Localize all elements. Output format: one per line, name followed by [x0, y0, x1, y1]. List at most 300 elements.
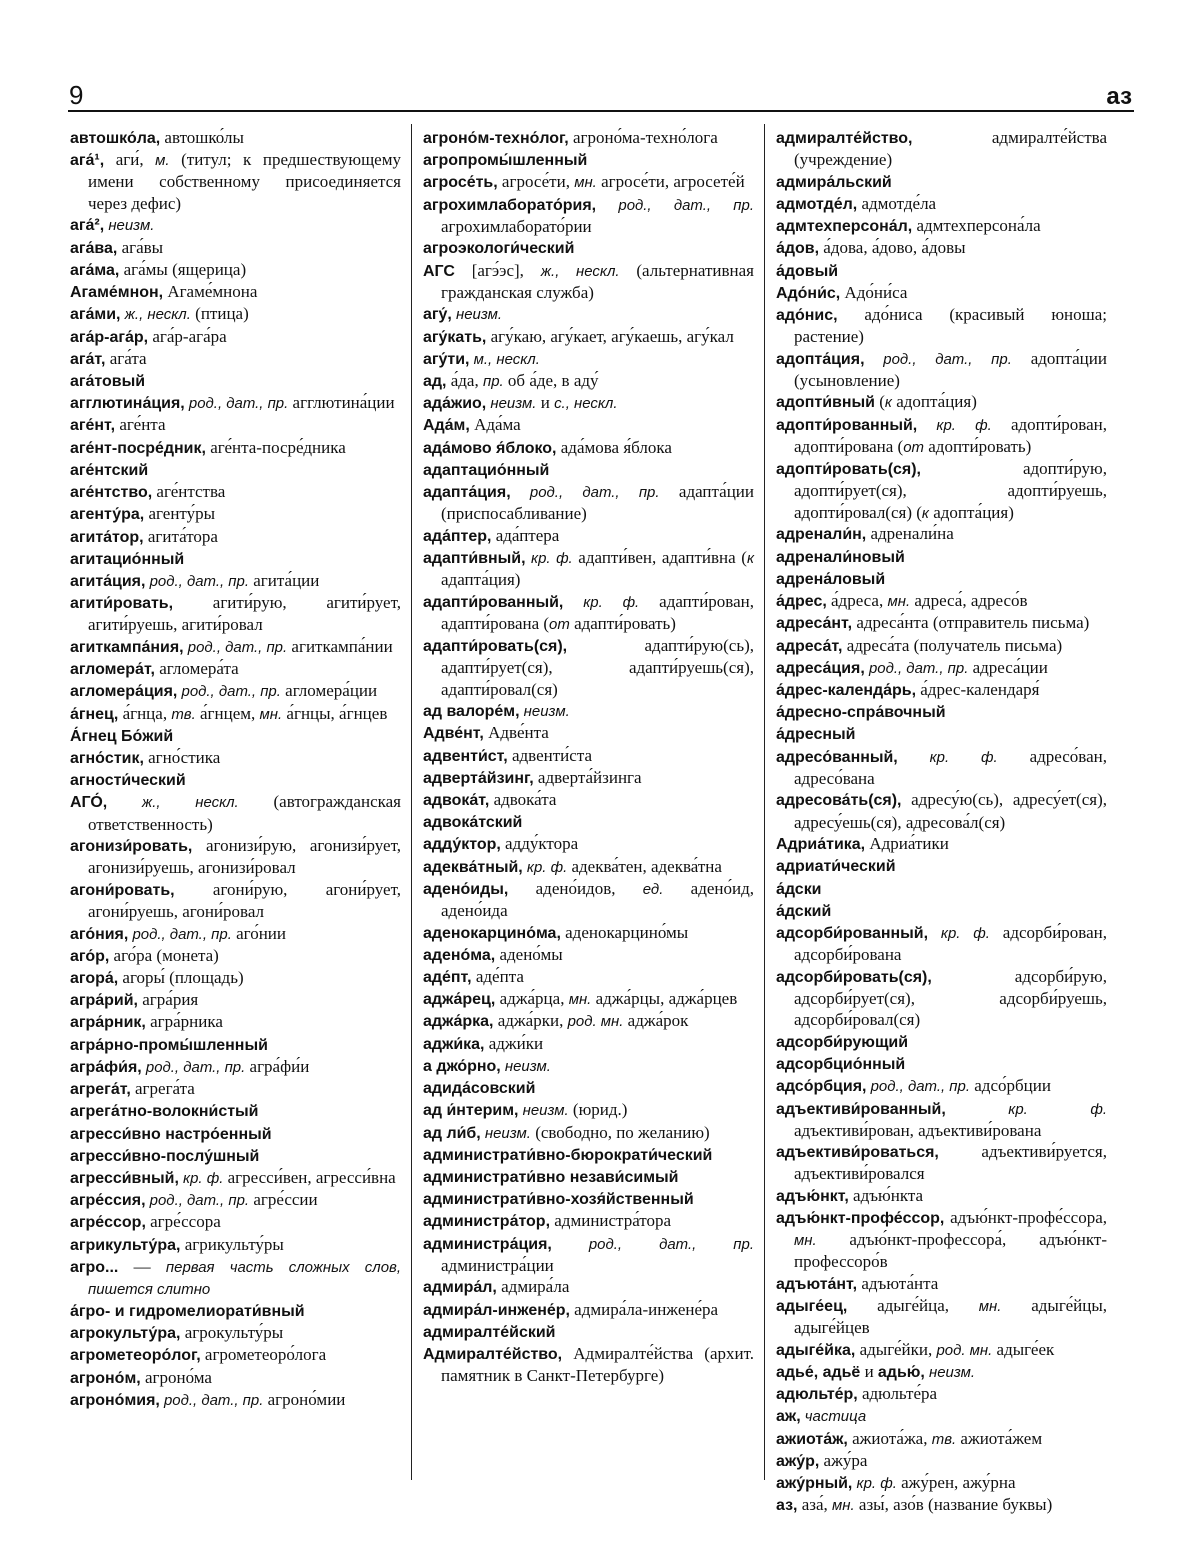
headword: аге́нтский	[70, 461, 149, 479]
dictionary-entry	[70, 1189, 401, 1211]
headword: а́дресно-спра́вочный	[776, 704, 946, 722]
entry-text: аджи́ки	[484, 1033, 544, 1053]
entry-text: агглютина́ции	[288, 393, 395, 413]
grammatical-label: род., дат., пр.	[184, 395, 289, 413]
headword: адье́, адьё	[776, 1363, 861, 1381]
grammatical-label: мн.	[832, 1497, 855, 1515]
entry-text: адыге́йца,	[847, 1296, 979, 1316]
entry-text: аге́нта	[115, 415, 166, 435]
entry-text: адапти́рую(сь), адапти́рует(ся), адапти́руешь(ся), адапти́ровал(ся)	[441, 635, 754, 699]
entry-text: адренали́на	[866, 524, 954, 544]
dictionary-entry	[423, 922, 754, 944]
entry-text: агита́тора	[143, 526, 218, 546]
dictionary-entry	[776, 922, 1107, 966]
dictionary-entry	[776, 1494, 1107, 1516]
headword: агломера́т,	[70, 661, 155, 679]
grammatical-label: кр. ф.	[928, 924, 990, 942]
entry-text: аджа́рки,	[493, 1011, 568, 1031]
entry-text: (юрид.)	[568, 1100, 628, 1120]
dictionary-entry	[70, 149, 401, 214]
entry-text: ага́р-ага́ра	[148, 326, 227, 346]
dictionary-entry	[70, 1367, 401, 1389]
headword: ад валоре́м,	[423, 703, 520, 721]
headword: адреса́нт,	[776, 615, 853, 633]
dictionary-entry	[776, 1075, 1107, 1097]
headword: аджи́ка,	[423, 1035, 485, 1053]
entry-text: адсорби́рован, адсорби́рована	[794, 922, 1107, 965]
entry-text: (автогражданская ответственность)	[88, 792, 401, 834]
entry-text: ада́птера	[491, 525, 560, 545]
headword: адмира́л-инжене́р,	[423, 1301, 570, 1319]
headword: аде́пт,	[423, 968, 472, 986]
dictionary-entry	[423, 481, 754, 525]
grammatical-label: род., дат., пр.	[510, 484, 660, 502]
dictionary-entry	[776, 1361, 1107, 1383]
dictionary-entry	[70, 1056, 401, 1078]
headword: адено́ма,	[423, 946, 496, 964]
dictionary-entry	[70, 1034, 401, 1056]
headword: адью́,	[877, 1363, 925, 1381]
headword: агроэкологи́ческий	[423, 240, 575, 258]
dictionary-entry	[70, 658, 401, 680]
headword: адопта́ция,	[776, 350, 865, 368]
headword: адмира́л,	[423, 1279, 497, 1297]
entry-text: ажу́ра	[819, 1450, 868, 1470]
dictionary-entry	[776, 523, 1107, 545]
grammatical-label: род., дат., пр.	[551, 1235, 754, 1253]
headword: аж,	[776, 1408, 801, 1426]
entry-text: адапта́ции (приспосабливание)	[441, 482, 754, 524]
dictionary-entry	[70, 259, 401, 281]
headword: аго́р,	[70, 947, 110, 965]
headword: адюльте́р,	[776, 1386, 858, 1404]
entry-text: Адве́нта	[483, 723, 549, 743]
headword: агре́ссия,	[70, 1192, 146, 1210]
headword: ага́ва,	[70, 239, 118, 257]
dictionary-entry	[70, 127, 401, 149]
headword: агита́тор,	[70, 528, 144, 546]
grammatical-label: к	[921, 504, 929, 522]
grammatical-label: неизм.	[104, 217, 155, 235]
entry-text: а́гнцем,	[195, 703, 260, 723]
headword: агонизи́ровать,	[70, 838, 193, 856]
headword: адресо́ванный,	[776, 748, 898, 766]
headword: адренали́новый	[776, 548, 905, 566]
entry-text: адыге́ек	[992, 1339, 1055, 1359]
headword: адриати́ческий	[776, 858, 896, 876]
headword: агно́стик,	[70, 749, 144, 767]
headword: адено́иды,	[423, 880, 509, 898]
entry-text: агрохимлаборато́рии	[441, 216, 592, 236]
dictionary-entry	[70, 791, 401, 835]
entry-text: адверта́йзинга	[533, 767, 642, 787]
dictionary-entry	[70, 1344, 401, 1366]
headword: а́гро- и гидромелиорати́вный	[70, 1302, 305, 1320]
grammatical-label: к	[884, 394, 892, 412]
entry-text: (альтернативная гражданская служба)	[441, 260, 755, 302]
headword: ага́ми,	[70, 306, 121, 324]
headword: аге́нт-посре́дник,	[70, 439, 206, 457]
dictionary-entry	[70, 214, 401, 236]
headword: агра́рно-промы́шленный	[70, 1036, 268, 1054]
entry-text: адыге́йки,	[855, 1339, 937, 1359]
dictionary-entry	[776, 635, 1107, 657]
dictionary-entry	[423, 392, 754, 414]
dictionary-entry	[423, 326, 754, 348]
entry-text: (птица)	[190, 304, 249, 324]
grammatical-label: род., дат., пр.	[145, 572, 250, 590]
entry-text: агре́ссора	[145, 1212, 221, 1232]
dictionary-entry	[776, 746, 1107, 790]
dictionary-entry	[423, 966, 754, 988]
headword: Адмиралте́йство,	[423, 1345, 563, 1363]
entry-text: а́дова, а́дово, а́довы	[819, 238, 966, 258]
column-divider	[411, 124, 412, 1480]
grammatical-label: мн.	[574, 174, 597, 192]
headword: администрати́вно-хозя́йственный	[423, 1191, 694, 1209]
entry-text: адапти́рован, адапти́рована (	[441, 591, 754, 633]
dictionary-entry	[423, 525, 754, 547]
entry-text: адъективи́рован, адъективи́рована	[794, 1120, 1042, 1140]
entry-text: адъю́нкт-профессора́, адъю́нкт-профессоро́в	[794, 1230, 1107, 1272]
grammatical-label: род., дат., пр.	[596, 196, 754, 214]
entry-text: администра́тора	[550, 1211, 672, 1231]
dictionary-entry	[423, 944, 754, 966]
grammatical-label: неизм.	[519, 703, 570, 721]
dictionary-entry	[423, 348, 754, 370]
entry-text: агре́ссии	[249, 1190, 318, 1210]
grammatical-label: мн.	[794, 1232, 817, 1250]
entry-text: Ада́ма	[469, 415, 521, 435]
grammatical-label: род., дат., пр.	[145, 1192, 250, 1210]
dictionary-entry	[423, 1299, 754, 1321]
headword: а́дски	[776, 880, 822, 898]
headword: ага́р-ага́р,	[70, 328, 149, 346]
dictionary-entry	[776, 282, 1107, 304]
entry-text: аго́нии	[231, 923, 286, 943]
grammatical-label: пр.	[482, 372, 504, 390]
dictionary-entry	[776, 1273, 1107, 1295]
grammatical-label: ж., нескл.	[107, 794, 239, 812]
headword: агрикульту́ра,	[70, 1236, 181, 1254]
entry-text: агра́рия	[138, 990, 199, 1010]
dictionary-column-3	[776, 127, 1107, 1517]
dictionary-entry	[776, 612, 1107, 634]
dictionary-entry	[423, 1233, 754, 1277]
headword: аз,	[776, 1497, 798, 1515]
entry-text: агломера́ции	[280, 681, 378, 701]
dictionary-entry	[70, 1389, 401, 1411]
grammatical-label: с., нескл.	[554, 395, 618, 413]
entry-text: Агаме́мнона	[163, 282, 258, 302]
grammatical-label: род., дат., пр.	[183, 638, 288, 656]
entry-text: [агэ́эс],	[454, 260, 541, 280]
headword: адопти́ровать(ся),	[776, 460, 921, 478]
dictionary-entry	[776, 1339, 1107, 1361]
entry-text: адресу́ю(сь), адресу́ет(ся), адресу́ешь(ся), адресова́л(ся)	[794, 790, 1107, 832]
dictionary-entry	[70, 725, 401, 747]
dictionary-entry	[776, 1405, 1107, 1427]
dictionary-entry	[423, 171, 754, 193]
headword: агресси́вно-послу́шный	[70, 1147, 260, 1165]
entry-text: (свободно, по желанию)	[530, 1122, 710, 1142]
entry-text: адсо́рбции	[970, 1076, 1051, 1096]
entry-text: адюльте́ра	[857, 1384, 938, 1404]
dictionary-entry	[70, 1211, 401, 1233]
grammatical-label: кр. ф.	[945, 1100, 1107, 1118]
dictionary-entry	[423, 459, 754, 481]
dictionary-entry	[70, 392, 401, 414]
headword: ажу́рный,	[776, 1475, 853, 1493]
headword: агре́ссор,	[70, 1214, 146, 1232]
entry-text: Адриа́тики	[865, 834, 949, 854]
entry-text: агрикульту́ры	[180, 1234, 284, 1254]
headword: агра́фи́я,	[70, 1058, 142, 1076]
headword: а́дов,	[776, 240, 820, 258]
entry-text: адъюта́нта	[857, 1273, 939, 1293]
dictionary-entry	[776, 391, 1107, 413]
entry-text: адено́мы	[495, 944, 563, 964]
entry-text: автошко́лы	[160, 128, 244, 147]
entry-text: аге́нтства	[152, 482, 226, 502]
entry-text: адапти́вен, адапти́вна (	[572, 548, 747, 567]
entry-text: адопти́ровать)	[924, 436, 1032, 456]
dictionary-entry	[423, 722, 754, 744]
headword: адъю́нкт-профе́ссор,	[776, 1210, 945, 1228]
entry-text: адъективи́руется, адъективи́ровался	[794, 1142, 1107, 1184]
entry-text: агиткампа́нии	[287, 636, 393, 656]
grammatical-label: кр. ф.	[522, 858, 568, 876]
headword: агита́ция,	[70, 572, 146, 590]
headword: адъю́нкт,	[776, 1187, 849, 1205]
dictionary-entry	[776, 833, 1107, 855]
headword: агони́ровать,	[70, 881, 175, 899]
dictionary-entry	[776, 458, 1107, 524]
dictionary-entry	[776, 701, 1107, 723]
dictionary-entry	[423, 437, 754, 459]
grammatical-label: неизм.	[451, 306, 503, 324]
entry-text: а́гнцы, а́гнцев	[282, 703, 388, 723]
dictionary-entry	[776, 1295, 1107, 1339]
dictionary-entry	[70, 237, 401, 259]
headword: адсорби́ровать(ся),	[776, 968, 932, 986]
headword: ага́т,	[70, 350, 106, 368]
entry-text: аденокарцино́мы	[560, 922, 689, 942]
headword: АГО́,	[70, 794, 108, 812]
entry-text: адъю́нкта	[848, 1185, 924, 1205]
headword: адмтехперсона́л,	[776, 218, 913, 236]
dictionary-entry	[423, 1010, 754, 1032]
headword: адреса́т,	[776, 637, 843, 655]
dictionary-entry	[423, 1188, 754, 1210]
entry-text: агроно́ма	[140, 1367, 212, 1387]
dictionary-entry	[423, 635, 754, 700]
headword: агресси́вный,	[70, 1169, 179, 1187]
headword: агности́ческий	[70, 772, 186, 790]
headword: ажу́р,	[776, 1452, 820, 1470]
headword: агрометеоро́лог,	[70, 1347, 201, 1365]
dictionary-entry	[70, 1145, 401, 1167]
headword: агиткампа́ния,	[70, 638, 184, 656]
dictionary-entry	[776, 568, 1107, 590]
dictionary-entry	[70, 967, 401, 989]
dictionary-entry	[70, 1100, 401, 1122]
headword: адверта́йзинг,	[423, 769, 534, 787]
entry-text: аги́,	[104, 150, 156, 170]
headword: адвенти́ст,	[423, 747, 508, 765]
dictionary-entry	[776, 171, 1107, 193]
dictionary-entry	[423, 194, 754, 238]
dictionary-entry	[776, 900, 1107, 922]
dictionary-entry	[423, 237, 754, 259]
entry-text: адреса́ции	[968, 657, 1048, 677]
headword: адеква́тный,	[423, 858, 523, 876]
entry-text: ага́та	[105, 348, 147, 368]
entry-text: адмира́ла-инжене́ра	[569, 1299, 719, 1319]
dictionary-entry	[70, 503, 401, 525]
dictionary-entry	[776, 1472, 1107, 1494]
headword: агропромы́шленный	[423, 152, 588, 170]
entry-text: и	[860, 1361, 878, 1381]
headword: Адриа́тика,	[776, 836, 866, 854]
entry-text: адыге́йцы, адыге́йцев	[794, 1296, 1107, 1338]
header-rule	[68, 110, 1134, 112]
headword: ада́птер,	[423, 527, 492, 545]
headword: адвока́тский	[423, 814, 523, 832]
dictionary-entry	[423, 1166, 754, 1188]
dictionary-entry	[70, 989, 401, 1011]
headword: адсорби́рованный,	[776, 924, 929, 942]
headword: а́дрес-календа́рь,	[776, 681, 916, 699]
entry-text: агросе́ти,	[497, 172, 575, 192]
headword: агресси́вно настро́енный	[70, 1125, 272, 1143]
entry-text: ажу́рен, ажу́рна	[896, 1473, 1016, 1493]
headword: агра́рник,	[70, 1014, 146, 1032]
headword: адопти́рованный,	[776, 416, 918, 434]
entry-text: агита́ции	[249, 570, 320, 590]
entry-text: аджа́рца,	[495, 989, 569, 1009]
entry-text: адопта́ции (усыновление)	[794, 348, 1107, 390]
entry-text: агони́рую, агони́рует, агони́руешь, агони́ровал	[88, 879, 401, 922]
entry-text: ада́мова я́блока	[556, 437, 672, 457]
headword: адъюта́нт,	[776, 1275, 858, 1293]
dictionary-entry	[70, 303, 401, 325]
entry-text: адапти́ровать)	[569, 613, 676, 633]
headword: автошко́ла,	[70, 130, 161, 147]
dictionary-entry	[776, 1031, 1107, 1053]
headword: ад ли́б,	[423, 1124, 481, 1142]
dictionary-entry	[776, 546, 1107, 568]
grammatical-label: род., дат., пр.	[866, 1078, 971, 1096]
headword: адапти́вный,	[423, 550, 526, 567]
dictionary-entry	[70, 570, 401, 592]
grammatical-label: неизм.	[518, 1102, 569, 1120]
dictionary-entry	[70, 548, 401, 570]
dictionary-entry	[776, 1428, 1107, 1450]
grammatical-label: от	[549, 615, 570, 633]
dictionary-entry	[776, 304, 1107, 348]
headword: адмиралте́йский	[423, 1323, 556, 1341]
dictionary-entry	[776, 789, 1107, 833]
page-number: 9	[69, 80, 84, 110]
entry-text: адопти́рован, адопти́рована (	[794, 414, 1107, 456]
entry-text: (титул; к предшествующему имени собственному присоединяется через дефис)	[88, 150, 401, 213]
dictionary-entry	[70, 281, 401, 303]
entry-text: (	[874, 392, 885, 412]
dictionary-entry	[70, 414, 401, 436]
headword: адъективи́роваться,	[776, 1144, 939, 1162]
dictionary-entry	[776, 1383, 1107, 1405]
headword: агглютина́ция,	[70, 395, 185, 413]
entry-text: агно́стика	[143, 747, 221, 767]
headword: агроно́м-техно́лог,	[423, 130, 569, 147]
grammatical-label: ж., нескл.	[540, 262, 620, 280]
dictionary-entry	[423, 414, 754, 436]
dictionary-entry	[423, 591, 754, 635]
grammatical-label: ж., нескл.	[120, 306, 191, 324]
headword: ага́²,	[70, 217, 105, 235]
dictionary-entry	[423, 303, 754, 325]
entry-text: аджа́рок	[623, 1011, 689, 1031]
headword: агрега́т,	[70, 1081, 131, 1099]
headword: ага́¹,	[70, 152, 105, 170]
grammatical-label: мн.	[568, 991, 592, 1009]
entry-text: агроно́ма-техно́лога	[568, 128, 718, 147]
headword: ад и́нтерим,	[423, 1102, 519, 1120]
grammatical-label: неизм.	[486, 395, 537, 413]
dictionary-entry	[776, 657, 1107, 679]
headword: агроно́мия,	[70, 1391, 160, 1409]
grammatical-label: мн.	[259, 705, 283, 723]
entry-text: адмиралте́йства (учреждение)	[794, 128, 1107, 170]
entry-text: агити́рую, агити́рует, агити́руешь, агити́ровал	[88, 593, 401, 635]
dictionary-entry	[776, 723, 1107, 745]
dictionary-entry	[70, 1167, 401, 1189]
headword: агроно́м,	[70, 1369, 141, 1387]
dictionary-entry	[70, 370, 401, 392]
headword: а́дский	[776, 902, 832, 920]
dictionary-entry	[423, 789, 754, 811]
headword: А́гнец Бо́жий	[70, 727, 174, 745]
grammatical-label: род., дат., пр.	[864, 659, 969, 677]
grammatical-label: род. мн.	[567, 1013, 624, 1031]
grammatical-label: тв.	[931, 1430, 957, 1448]
dictionary-entry	[423, 878, 754, 922]
headword: а́гнец,	[70, 705, 119, 723]
entry-text: и	[536, 393, 555, 413]
grammatical-label: кр. ф.	[563, 593, 640, 611]
entry-text: агломера́та	[155, 659, 239, 679]
dictionary-entry	[776, 1450, 1107, 1472]
grammatical-label: кр. ф.	[178, 1169, 224, 1187]
entry-text: агу́каю, агу́кает, агу́каешь, агу́кал	[486, 326, 734, 346]
headword: адыге́йка,	[776, 1341, 856, 1359]
dictionary-entry	[423, 1210, 754, 1232]
entry-text: адапта́ция)	[441, 570, 521, 590]
entry-text: Адмиралте́йства (архит. памятник в Санкт-Петербурге)	[441, 1343, 754, 1386]
headword: адвока́т,	[423, 791, 490, 809]
entry-text: ага́вы	[117, 237, 164, 257]
headword: адсо́рбция,	[776, 1078, 867, 1096]
grammatical-label: род., дат., пр.	[159, 1391, 264, 1409]
entry-text: адо́ниса (красивый юноша; растение)	[794, 305, 1107, 347]
headword: агу́кать,	[423, 328, 487, 346]
entry-text: Адо́ни́са	[840, 282, 908, 302]
dictionary-entry	[70, 1011, 401, 1033]
headword: ад,	[423, 372, 447, 390]
dictionary-entry	[423, 127, 754, 149]
dictionary-entry	[423, 700, 754, 722]
